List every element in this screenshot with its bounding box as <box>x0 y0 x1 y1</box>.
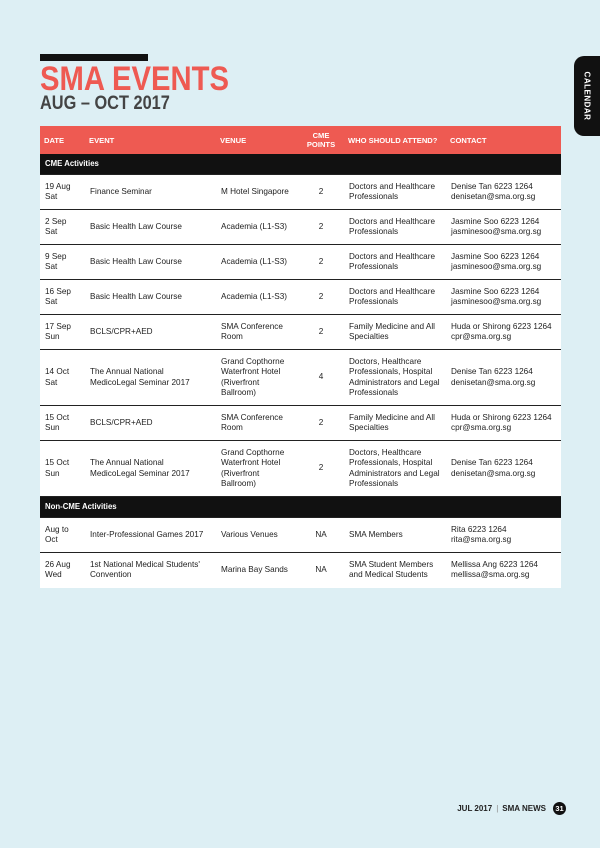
cell-contact: Denise Tan 6223 1264 denisetan@sma.org.sg <box>446 441 561 497</box>
cell-who-should-attend: Doctors and Healthcare Professionals <box>344 280 446 315</box>
cell-date: 9 Sep Sat <box>40 245 85 280</box>
cell-cme-points: 2 <box>298 175 344 210</box>
col-header-contact: CONTACT <box>446 126 561 154</box>
cell-who-should-attend: Doctors and Healthcare Professionals <box>344 175 446 210</box>
cell-date: 17 Sep Sun <box>40 315 85 350</box>
cell-cme-points: 2 <box>298 245 344 280</box>
cell-date: 19 Aug Sat <box>40 175 85 210</box>
cell-venue: Various Venues <box>216 518 298 553</box>
page-subtitle: AUG – OCT 2017 <box>40 93 170 114</box>
cell-cme-points: NA <box>315 565 327 574</box>
events-table <box>40 126 561 588</box>
section-label: CME Activities <box>40 154 561 175</box>
cell-venue: Grand Copthorne Waterfront Hotel (Riverfront Ballroom) <box>216 441 298 497</box>
cell-contact: Jasmine Soo 6223 1264 jasminesoo@sma.org.sg <box>446 280 561 315</box>
col-header-date: DATE <box>40 126 85 154</box>
cell-event: Basic Health Law Course <box>85 245 216 280</box>
cell-cme-points: 2 <box>298 441 344 497</box>
page-title: SMA EVENTS <box>40 60 230 98</box>
cell-date: 26 Aug Wed <box>45 559 71 580</box>
cell-cme-points: 2 <box>298 210 344 245</box>
cell-venue: Academia (L1-S3) <box>216 210 298 245</box>
cell-venue: Grand Copthorne Waterfront Hotel (Riverfront Ballroom) <box>216 350 298 406</box>
col-header-who-should-attend: WHO SHOULD ATTEND? <box>344 126 446 154</box>
cell-event: BCLS/CPR+AED <box>85 315 216 350</box>
cell-contact: Denise Tan 6223 1264 denisetan@sma.org.sg <box>446 175 561 210</box>
cell-who-should-attend: Doctors and Healthcare Professionals <box>344 245 446 280</box>
table-row <box>40 315 561 350</box>
cell-contact: Jasmine Soo 6223 1264 jasminesoo@sma.org.sg <box>446 245 561 280</box>
table-row <box>40 518 561 553</box>
cell-contact: Huda or Shirong 6223 1264 cpr@sma.org.sg <box>446 406 561 441</box>
cell-venue: M Hotel Singapore <box>216 175 298 210</box>
table-body <box>40 154 561 588</box>
table-header-row <box>40 126 561 154</box>
cell-date: 14 Oct Sat <box>40 350 85 406</box>
cell-date: 15 Oct Sun <box>40 406 85 441</box>
cell-contact: Jasmine Soo 6223 1264 jasminesoo@sma.org.sg <box>446 210 561 245</box>
section-row <box>40 497 561 518</box>
cell-contact: Huda or Shirong 6223 1264 cpr@sma.org.sg <box>446 315 561 350</box>
cell-cme-points: NA <box>298 518 344 553</box>
cell-cme-points: 2 <box>298 315 344 350</box>
cell-contact: Denise Tan 6223 1264 denisetan@sma.org.sg <box>446 350 561 406</box>
cell-who-should-attend: Doctors and Healthcare Professionals <box>344 210 446 245</box>
cell-who-should-attend: SMA Student Members and Medical Students <box>349 559 434 580</box>
cell-venue: Academia (L1-S3) <box>216 245 298 280</box>
cell-event: The Annual National MedicoLegal Seminar 2017 <box>85 441 216 497</box>
cell-who-should-attend: Doctors, Healthcare Professionals, Hospital Administrators and Legal Professionals <box>344 350 446 406</box>
col-header-cme-points: CME POINTS <box>298 126 344 154</box>
cell-cme-points: 2 <box>298 280 344 315</box>
cell-venue: Academia (L1-S3) <box>216 280 298 315</box>
table-row <box>40 245 561 280</box>
page-footer <box>457 802 566 815</box>
cell-contact: Rita 6223 1264 rita@sma.org.sg <box>446 518 561 553</box>
cell-venue: Marina Bay Sands <box>221 565 288 574</box>
table-row <box>40 406 561 441</box>
cell-event: Basic Health Law Course <box>85 280 216 315</box>
table-row <box>40 280 561 315</box>
table-row <box>40 175 561 210</box>
cell-venue: SMA Conference Room <box>216 315 298 350</box>
table-row <box>40 210 561 245</box>
cell-date: 16 Sep Sat <box>40 280 85 315</box>
calendar-side-tab <box>574 56 600 136</box>
cell-date: 15 Oct Sun <box>40 441 85 497</box>
section-row <box>40 154 561 175</box>
cell-venue: SMA Conference Room <box>216 406 298 441</box>
section-label: Non-CME Activities <box>40 497 561 518</box>
cell-event: Finance Seminar <box>85 175 216 210</box>
cell-cme-points: 4 <box>298 350 344 406</box>
table-row <box>40 553 561 588</box>
cell-event: Basic Health Law Course <box>85 210 216 245</box>
page-number: 31 <box>553 802 566 815</box>
cell-event: Inter-Professional Games 2017 <box>85 518 216 553</box>
footer-separator: | <box>496 804 499 813</box>
col-header-event: EVENT <box>85 126 216 154</box>
cell-who-should-attend: Doctors, Healthcare Professionals, Hospital Administrators and Legal Professionals <box>344 441 446 497</box>
cell-cme-points: 2 <box>298 406 344 441</box>
table-row <box>40 441 561 497</box>
cell-event: The Annual National MedicoLegal Seminar 2017 <box>85 350 216 406</box>
cell-who-should-attend: Family Medicine and All Specialties <box>344 315 446 350</box>
cell-contact: Mellissa Ang 6223 1264 mellissa@sma.org.sg <box>451 559 538 580</box>
cell-event: 1st National Medical Students' Convention <box>90 559 200 580</box>
table-row <box>40 350 561 406</box>
footer-publication: SMA NEWS <box>502 804 546 813</box>
footer-issue: JUL 2017 <box>457 804 493 813</box>
col-header-venue: VENUE <box>216 126 298 154</box>
cell-who-should-attend: Family Medicine and All Specialties <box>344 406 446 441</box>
cell-event: BCLS/CPR+AED <box>85 406 216 441</box>
side-tab-label: CALENDAR <box>582 71 592 121</box>
cell-date: Aug to Oct <box>40 518 85 553</box>
cell-date: 2 Sep Sat <box>40 210 85 245</box>
cell-who-should-attend: SMA Members <box>344 518 446 553</box>
